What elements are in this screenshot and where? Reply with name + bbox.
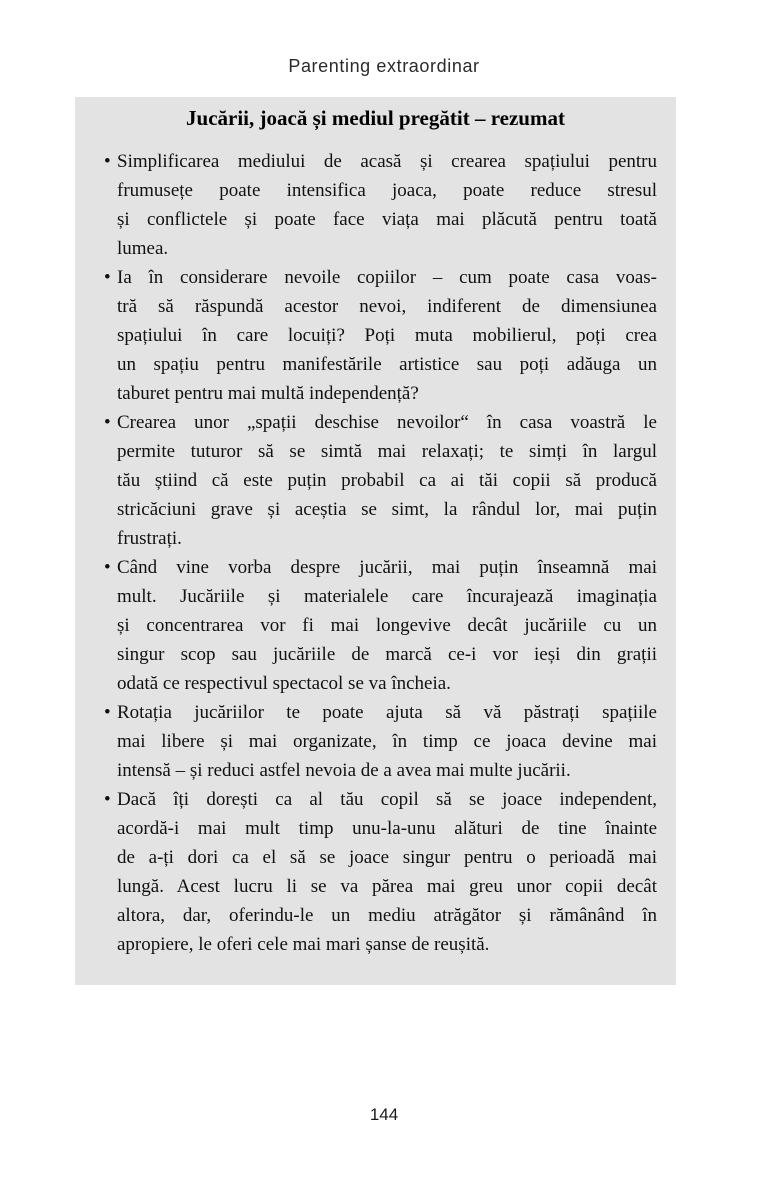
bullet-item xyxy=(104,785,657,959)
bullet-item xyxy=(104,263,657,408)
bullet-line: odată ce respectivul spectacol se va încheia. xyxy=(117,673,451,694)
bullet-line: spațiului în care locuiți? Poți muta mobilierul, poți crea xyxy=(117,325,657,346)
bullet-line: tră să răspundă acestor nevoi, indiferent de dimensiunea xyxy=(117,296,657,317)
bullet-line: de a-ți dori ca el să se joace singur pentru o perioadă mai xyxy=(117,847,657,868)
bullet-line: Crearea unor „spații deschise nevoilor“ în casa voastră le xyxy=(117,412,657,433)
bullet-icon: • xyxy=(104,151,111,172)
bullet-icon: • xyxy=(104,557,111,578)
bullet-line: mult. Jucăriile și materialele care încurajează imaginația xyxy=(117,586,657,607)
bullet-icon: • xyxy=(104,789,111,810)
bullet-line: Când vine vorba despre jucării, mai puțin înseamnă mai xyxy=(117,557,657,578)
bullet-line: frumusețe poate intensifica joaca, poate reduce stresul xyxy=(117,180,657,201)
summary-box xyxy=(75,97,676,985)
bullet-icon: • xyxy=(104,412,111,433)
bullet-line: și concentrarea vor fi mai longevive decât jucăriile cu un xyxy=(117,615,657,636)
bullet-line: intensă – și reduci astfel nevoia de a avea mai multe jucării. xyxy=(117,760,571,781)
bullet-line: stricăciuni grave și aceștia se simt, la rândul lor, mai puțin xyxy=(117,499,657,520)
running-header: Parenting extraordinar xyxy=(288,56,480,76)
bullet-line: tău știind că este puțin probabil ca ai tăi copii să producă xyxy=(117,470,657,491)
bullet-line: singur scop sau jucăriile de marcă ce-i vor ieși din grații xyxy=(117,644,657,665)
bullet-line: taburet pentru mai multă independență? xyxy=(117,383,419,404)
bullet-line: și conflictele și poate face viața mai plăcută pentru toată xyxy=(117,209,657,230)
page-number: 144 xyxy=(369,1105,399,1124)
bullet-item xyxy=(104,553,657,698)
bullet-line: apropiere, le oferi cele mai mari șanse de reușită. xyxy=(117,934,490,955)
bullet-list xyxy=(104,147,657,959)
bullet-icon: • xyxy=(104,267,111,288)
bullet-item xyxy=(104,698,657,785)
bullet-item xyxy=(104,147,657,263)
bullet-line: permite tuturor să se simtă mai relaxați; te simți în largul xyxy=(117,441,657,462)
bullet-line: frustrați. xyxy=(117,528,182,549)
bullet-line: altora, dar, oferindu-le un mediu atrăgător și rămânând în xyxy=(117,905,657,926)
bullet-line: Simplificarea mediului de acasă și crearea spațiului pentru xyxy=(117,151,657,172)
bullet-line: un spațiu pentru manifestările artistice sau poți adăuga un xyxy=(117,354,657,375)
bullet-line: lumea. xyxy=(117,238,169,259)
bullet-line: acordă-i mai mult timp unu-la-unu alături de tine înainte xyxy=(117,818,657,839)
bullet-icon: • xyxy=(104,702,111,723)
bullet-line: Ia în considerare nevoile copiilor – cum poate casa voas- xyxy=(117,267,657,288)
bullet-line: lungă. Acest lucru li se va părea mai greu unor copii decât xyxy=(117,876,657,897)
bullet-line: Rotația jucăriilor te poate ajuta să vă păstrați spațiile xyxy=(117,702,657,723)
bullet-item xyxy=(104,408,657,553)
summary-box-title: Jucării, joacă și mediul pregătit – rezumat xyxy=(186,106,565,130)
bullet-line: Dacă îți dorești ca al tău copil să se joace independent, xyxy=(117,789,657,810)
bullet-line: mai libere și mai organizate, în timp ce joaca devine mai xyxy=(117,731,657,752)
